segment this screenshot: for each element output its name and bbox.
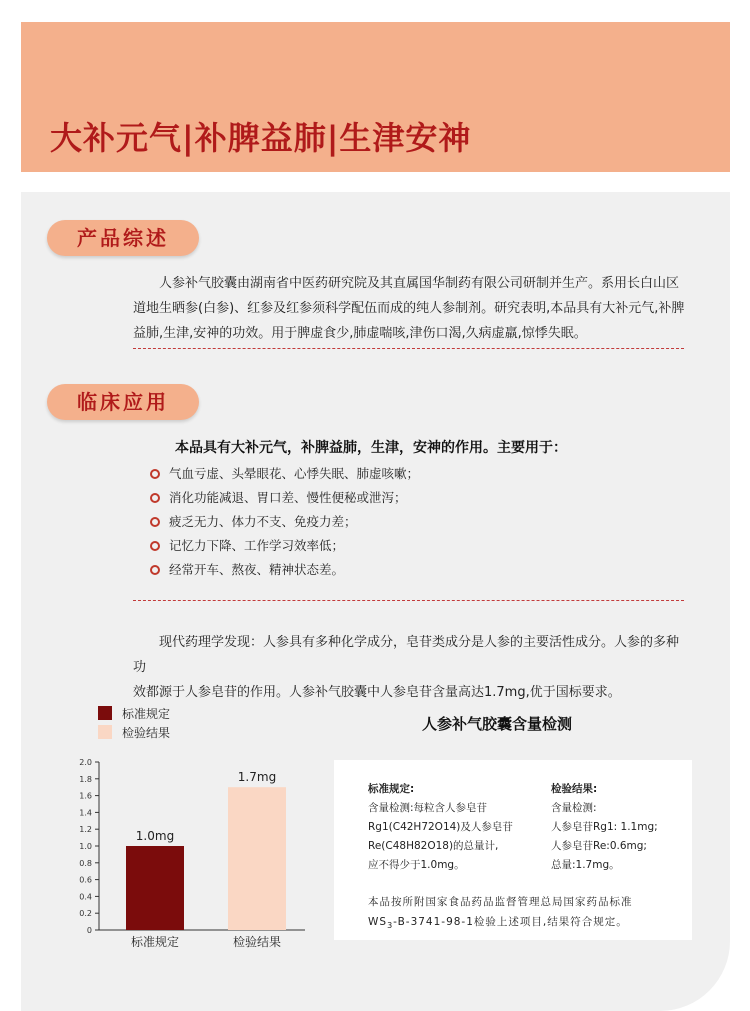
y-tick-label: 1.6 xyxy=(79,791,92,801)
circle-bullet-icon xyxy=(150,493,160,503)
bar xyxy=(126,846,184,930)
dashed-divider xyxy=(133,348,684,349)
circle-bullet-icon xyxy=(150,517,160,527)
clinical-lead: 本品具有大补元气，补脾益肺，生津，安神的作用。主要用于： xyxy=(175,440,567,456)
y-tick-label: 0.4 xyxy=(79,892,92,902)
results-title: 人参补气胶囊含量检测 xyxy=(422,715,573,733)
legend-label: 标准规定 xyxy=(122,707,171,721)
y-tick-label: 1.8 xyxy=(79,774,92,784)
standard-line: Rg1(C42H72O14)及人参皂苷 xyxy=(368,821,513,833)
test-line: 总量:1.7mg。 xyxy=(551,859,620,871)
overview-heading: 产品综述 xyxy=(47,220,199,256)
banner-title: 大补元气|补脾益肺|生津安神 xyxy=(50,119,472,157)
overview-line: 道地生晒参(白参)、红参及红参须科学配伍而成的纯人参制剂。研究表明,本品具有大补元气,补脾 xyxy=(133,301,685,316)
standard-column xyxy=(368,780,513,875)
legend-label: 检验结果 xyxy=(122,726,171,740)
clinical-heading: 临床应用 xyxy=(47,384,199,420)
pharmacology-line: 效都源于人参皂苷的作用。人参补气胶囊中人参皂苷含量高达1.7mg,优于国标要求。 xyxy=(133,685,621,700)
y-tick-label: 0.8 xyxy=(79,858,92,868)
pharmacology-line: 现代药理学发现：人参具有多种化学成分，皂苷类成分是人参的主要活性成分。人参的多种功 xyxy=(133,635,680,675)
y-tick-label: 2.0 xyxy=(79,758,92,767)
bar-value-label: 1.0mg xyxy=(135,829,175,843)
standard-line: Re(C48H82O18)的总量计, xyxy=(368,840,499,852)
legend-item xyxy=(98,725,170,744)
overview-paragraph xyxy=(133,271,685,346)
list-item-text: 记忆力下降、工作学习效率低； xyxy=(169,538,345,553)
chart-legend xyxy=(98,706,170,744)
footer-ws: WS xyxy=(368,916,388,928)
overview-line: 人参补气胶囊由湖南省中医药研究院及其直属国华制药有限公司研制并生产。系用长白山区 xyxy=(159,276,680,291)
overview-line: 益肺,生津,安神的功效。用于脾虚食少,肺虚喘咳,津伤口渴,久病虚羸,惊悸失眠。 xyxy=(133,326,587,341)
bar-value-label: 1.7mg xyxy=(237,770,277,785)
clinical-list xyxy=(150,464,419,584)
standard-heading: 标准规定: xyxy=(368,783,415,795)
y-tick-label: 1.4 xyxy=(79,808,92,818)
test-line: 人参皂苷Re:0.6mg; xyxy=(551,840,647,852)
dashed-divider xyxy=(133,600,684,601)
test-heading: 检验结果: xyxy=(551,783,598,795)
x-category-label: 检验结果 xyxy=(232,935,282,949)
results-box xyxy=(334,760,692,940)
y-tick-label: 1.0 xyxy=(79,842,92,851)
legend-swatch xyxy=(98,725,112,739)
legend-swatch xyxy=(98,706,112,720)
list-item-text: 疲乏无力、体力不支、免疫力差； xyxy=(169,514,357,529)
x-category-label: 标准规定 xyxy=(130,935,180,949)
legend-item xyxy=(98,706,170,725)
footer-line: 本品按所附国家食品药品监督管理总局国家药品标准 xyxy=(368,896,633,908)
list-item xyxy=(150,488,419,512)
circle-bullet-icon xyxy=(150,565,160,575)
list-item xyxy=(150,464,419,488)
y-tick-label: 0.6 xyxy=(79,875,92,885)
list-item-text: 气血亏虚、头晕眼花、心悸失眠、肺虚咳嗽； xyxy=(169,466,420,481)
circle-bullet-icon xyxy=(150,541,160,551)
results-footer xyxy=(368,892,633,936)
test-line: 人参皂苷Rg1: 1.1mg; xyxy=(551,821,658,833)
standard-line: 含量检测:每粒含人参皂苷 xyxy=(368,802,488,814)
pharmacology-paragraph xyxy=(133,630,685,705)
test-line: 含量检测: xyxy=(551,802,597,814)
bar-chart xyxy=(60,752,310,957)
circle-bullet-icon xyxy=(150,469,160,479)
y-tick-label: 0.2 xyxy=(79,909,92,919)
test-column xyxy=(551,780,658,875)
list-item xyxy=(150,560,419,584)
y-tick-label: 1.2 xyxy=(79,825,92,835)
list-item-text: 经常开车、熬夜、精神状态差。 xyxy=(169,562,345,577)
list-item xyxy=(150,536,419,560)
list-item xyxy=(150,512,419,536)
footer-line xyxy=(368,912,633,936)
footer-subscript: 3 xyxy=(387,921,394,931)
standard-line: 应不得少于1.0mg。 xyxy=(368,859,465,871)
y-tick-label: 0 xyxy=(86,926,92,935)
footer-rest: -B-3741-98-1检验上述项目,结果符合规定。 xyxy=(393,916,628,928)
bar xyxy=(228,787,286,930)
list-item-text: 消化功能减退、胃口差、慢性便秘或泄泻； xyxy=(169,490,407,505)
